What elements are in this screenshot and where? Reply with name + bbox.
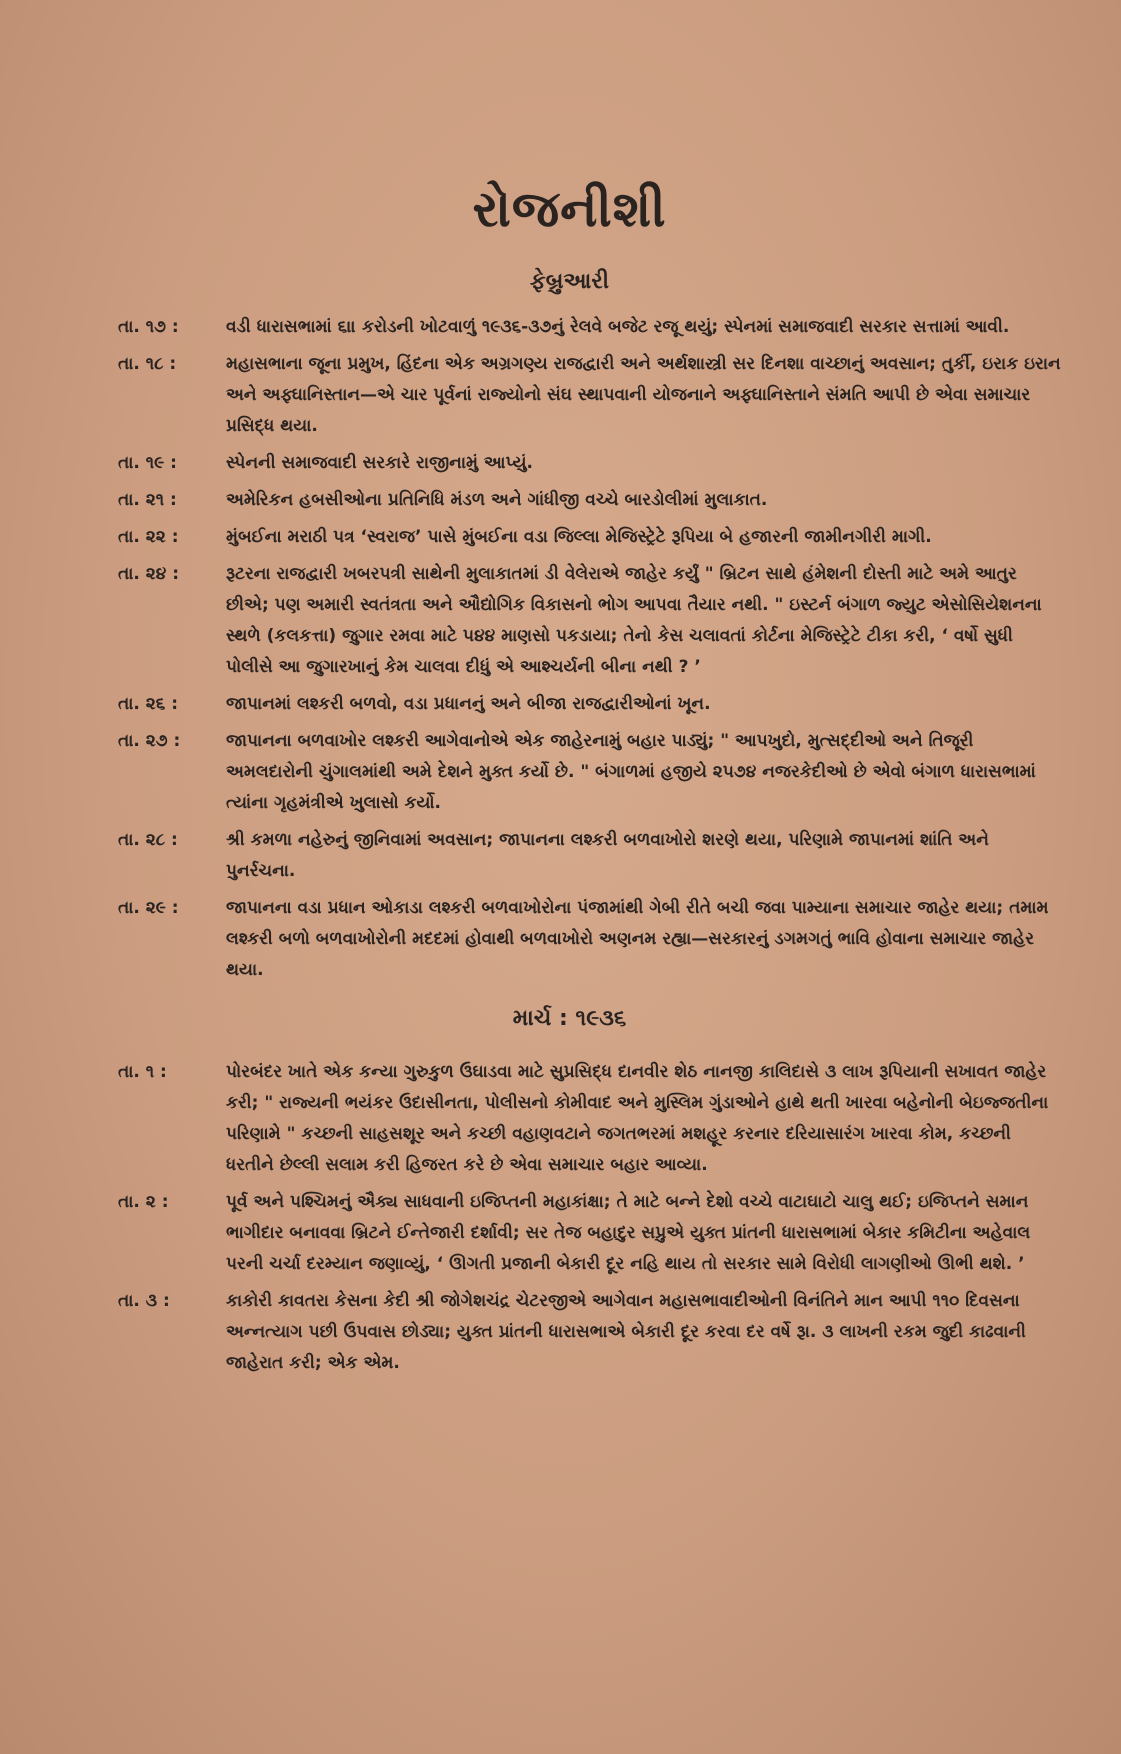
entry-date: તા. ૨ :	[118, 1192, 169, 1212]
entry-text: મુંબઈના મરાઠી પત્ર ‘સ્વરાજ’ પાસે મુંબઈના વડા જિલ્લા મેજિસ્ટ્રેટે રૂપિયા બે હજારની જામીનગીરી માગી.	[226, 527, 932, 547]
entry-text: મહાસભાના જૂના પ્રમુખ, હિંદના એક અગ્રગણ્ય રાજદ્વારી અને અર્થશાસ્ત્રી સર દિનશા વાચ્છાનું અવસાન; તુર્કી, ઇરાક ઇરાન અને અફ્ઘાનિસ્તાન—એ ચાર પૂર્વનાં રાજ્યોનો સંઘ સ્થાપવાની યોજનાને અફ્ઘાનિસ્તાને સંમતિ આપી છે એવા સમાચાર પ્રસિદ્ધ થયા.	[226, 354, 1061, 436]
entry-text: પોરબંદર ખાતે એક કન્યા ગુરુકુળ ઉઘાડવા માટે સુપ્રસિદ્ધ દાનવીર શેઠ નાનજી કાલિદાસે ૩ લાખ રૂપિયાની સખાવત જાહેર કરી; " રાજ્યની ભયંકર ઉદાસીનતા, પોલીસનો કોમીવાદ અને મુસ્લિમ ગુંડાઓને હાથે થતી ખારવા બહેનોની બેઇજ્જતીના પરિણામે " કચ્છની સાહસશૂર અને કચ્છી વહાણવટાને જગતભરમાં મશહૂર કરનાર દરિયાસારંગ ખારવા કોમ, કચ્છની ધરતીને છેલ્લી સલામ કરી હિજરત કરે છે એવા સમાચાર બહાર આવ્યા.	[226, 1062, 1049, 1175]
entry-text: સ્પેનની સમાજવાદી સરકારે રાજીનામું આપ્યું.	[226, 453, 534, 473]
diary-entry	[118, 349, 1061, 442]
entry-text: જાપાનના બળવાખોર લશ્કરી આગેવાનોએ એક જાહેરનામું બહાર પાડ્યું; " આપખુદો, મુત્સદ્દીઓ અને તિજૂરી અમલદારોની ચુંગાલમાંથી અમે દેશને મુક્ત કર્યો છે. " બંગાળમાં હજીયે ૨૫૭૪ નજરકેદીઓ છે એવો બંગાળ ધારાસભામાં ત્યાંના ગૃહમંત્રીએ ખુલાસો કર્યો.	[226, 731, 1036, 813]
entry-date: તા. ૨૭ :	[118, 731, 181, 751]
entry-text: જાપાનમાં લશ્કરી બળવો, વડા પ્રધાનનું અને બીજા રાજદ્વારીઓનાં ખૂન.	[226, 694, 711, 714]
entry-text: શ્રી કમળા નહેરુનું જીનિવામાં અવસાન; જાપાનના લશ્કરી બળવાખોરો શરણે થયા, પરિણામે જાપાનમાં શાંતિ અને પુનર્રચના.	[226, 830, 989, 881]
diary-entry	[118, 1286, 1061, 1379]
diary-entry	[118, 893, 1061, 986]
entry-date: તા. ૧૯ :	[118, 453, 177, 473]
entry-date: તા. ૨૧ :	[118, 490, 177, 510]
entry-text: રૂટરના રાજદ્વારી ખબરપત્રી સાથેની મુલાકાતમાં ડી વેલેરાએ જાહેર કર્યું " બ્રિટન સાથે હંમેશની દોસ્તી માટે અમે આતુર છીએ; પણ અમારી સ્વતંત્રતા અને ઔદ્યોગિક વિકાસનો ભોગ આપવા તૈયાર નથી. " ઇસ્ટર્ન બંગાળ જ્યુટ એસોસિયેશનના સ્થળે (કલકત્તા) જુગાર રમવા માટે ૫૪૪ માણસો પકડાયા; તેનો કેસ ચલાવતાં કોર્ટના મેજિસ્ટ્રેટે ટીકા કરી, ‘ વર્ષો સુધી પોલીસે આ જુગારખાનું કેમ ચાલવા દીધું એ આશ્ચર્યની બીના નથી ? ’	[226, 564, 1042, 677]
entry-date: તા. ૨૪ :	[118, 564, 180, 584]
entry-text: જાપાનના વડા પ્રધાન ઓકાડા લશ્કરી બળવાખોરોના પંજામાંથી ગેબી રીતે બચી જવા પામ્યાના સમાચાર જાહેર થયા; તમામ લશ્કરી બળો બળવાખોરોની મદદમાં હોવાથી બળવાખોરો અણનમ રહ્યા—સરકારનું ડગમગતું ભાવિ હોવાના સમાચાર જાહેર થયા.	[226, 898, 1049, 980]
entry-date: તા. ૧ :	[118, 1062, 167, 1082]
march-entries	[118, 1057, 1061, 1379]
diary-entry	[118, 689, 1061, 720]
february-entries	[118, 312, 1061, 986]
diary-entry	[118, 726, 1061, 819]
diary-entry	[118, 522, 1061, 553]
diary-entry	[118, 312, 1061, 343]
entry-text: અમેરિકન હબસીઓના પ્રતિનિધિ મંડળ અને ગાંધીજી વચ્ચે બારડોલીમાં મુલાકાત.	[226, 490, 768, 510]
entry-date: તા. ૩ :	[118, 1291, 170, 1311]
entry-date: તા. ૨૨ :	[118, 527, 179, 547]
section-heading-march: માર્ચ : ૧૯૩૬	[512, 1006, 627, 1031]
entry-date: તા. ૧૮ :	[118, 354, 177, 374]
entry-date: તા. ૨૬ :	[118, 694, 179, 714]
diary-entry	[118, 1057, 1061, 1181]
entry-text: કાકોરી કાવતરા કેસના કેદી શ્રી જોગેશચંદ્ર ચેટરજીએ આગેવાન મહાસભાવાદીઓની વિનંતિને માન આપી ૧૧૦ દિવસના અન્નત્યાગ પછી ઉપવાસ છોડ્યા; યુક્ત પ્રાંતની ધારાસભાએ બેકારી દૂર કરવા દર વર્ષે રૂા. ૩ લાખની રકમ જુદી કાઢવાની જાહેરાત કરી; એક એમ.	[226, 1291, 1026, 1373]
entry-date: તા. ૨૯ :	[118, 898, 179, 918]
diary-entry	[118, 448, 1061, 479]
diary-entry	[118, 825, 1061, 887]
entry-date: તા. ૧૭ :	[118, 317, 179, 337]
section-heading-february: ફેબ્રુઆરી	[529, 269, 610, 294]
page-title: રોજનીશી	[472, 180, 667, 238]
entry-date: તા. ૨૮ :	[118, 830, 178, 850]
entry-text: પૂર્વ અને પશ્ચિમનું ઐક્ય સાધવાની ઇજિપ્તની મહાકાંક્ષા; તે માટે બન્ને દેશો વચ્ચે વાટાઘાટો ચાલુ થઈ; ઇજિપ્તને સમાન ભાગીદાર બનાવવા બ્રિટને ઈન્તેજારી દર્શાવી; સર તેજ બહાદુર સપ્રુએ યુક્ત પ્રાંતની ધારાસભામાં બેકાર કમિટીના અહેવાલ પરની ચર્ચા દરમ્યાન જણાવ્યું, ‘ ઊગતી પ્રજાની બેકારી દૂર નહિ થાય તો સરકાર સામે વિરોધી લાગણીઓ ઊભી થશે. ’	[226, 1192, 1031, 1274]
diary-entry	[118, 559, 1061, 683]
diary-entry	[118, 1187, 1061, 1280]
entry-text: વડી ધારાસભામાં ૬॥ કરોડની ખોટવાળું ૧૯૩૬-૩૭નું રેલવે બજેટ રજૂ થયું; સ્પેનમાં સમાજવાદી સરકાર સત્તામાં આવી.	[226, 317, 1010, 337]
diary-entry	[118, 485, 1061, 516]
